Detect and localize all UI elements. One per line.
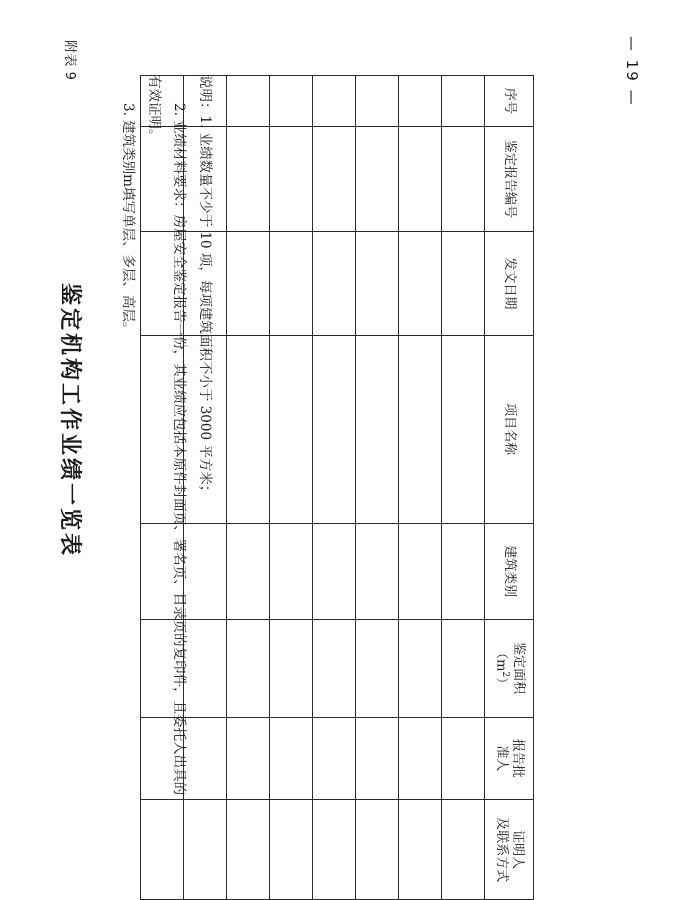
cell-sequence[interactable] — [399, 76, 442, 127]
cell-report-number[interactable] — [227, 126, 270, 231]
cell-witness[interactable] — [356, 800, 399, 900]
cell-building-type[interactable] — [356, 523, 399, 619]
cell-project-name[interactable] — [399, 335, 442, 523]
cell-issue-date[interactable] — [227, 232, 270, 335]
cell-issue-date[interactable] — [313, 232, 356, 335]
table-header-row — [485, 76, 534, 900]
cell-sequence[interactable] — [227, 76, 270, 127]
cell-witness[interactable] — [442, 800, 485, 900]
note-item-2: 2. 业绩材料要求：房屋安全鉴定报告一份，其业绩应包括本原件封面页、署名页、目录页的复印件，且委托人出具的 — [171, 103, 188, 796]
cell-sequence[interactable] — [356, 76, 399, 127]
cell-witness[interactable] — [313, 800, 356, 900]
column-header-witness-line2: 及联系方式 — [494, 817, 509, 883]
note-item-3: 有效证明。 — [145, 75, 162, 143]
note-line-1 — [191, 75, 217, 865]
cell-witness[interactable] — [399, 800, 442, 900]
cell-building-type[interactable] — [399, 523, 442, 619]
note-item-4: 3. 建筑类别m填写单层、多层、高层。 — [120, 103, 137, 336]
cell-issue-date[interactable] — [399, 232, 442, 335]
table-row[interactable] — [442, 76, 485, 900]
cell-report-number[interactable] — [313, 126, 356, 231]
column-header-sequence: 序号 — [485, 76, 534, 127]
cell-appraisal-area[interactable] — [356, 619, 399, 717]
note-line-3 — [140, 75, 166, 865]
note-item-1: 1. 业绩数量不少于 10 项，每项建筑面积不小于 3000 平方米； — [197, 115, 213, 499]
column-header-report-number: 鉴定报告编号 — [485, 126, 534, 231]
cell-sequence[interactable] — [270, 76, 313, 127]
cell-approver[interactable] — [356, 717, 399, 800]
cell-building-type[interactable] — [270, 523, 313, 619]
cell-report-number[interactable] — [442, 126, 485, 231]
cell-approver[interactable] — [399, 717, 442, 800]
table-row[interactable] — [399, 76, 442, 900]
note-line-2 — [166, 75, 192, 865]
cell-report-number[interactable] — [356, 126, 399, 231]
column-header-project-name: 项目名称 — [485, 335, 534, 523]
column-header-approver-line2: 准人 — [494, 745, 509, 772]
cell-appraisal-area[interactable] — [227, 619, 270, 717]
notes-lead: 说明： — [197, 75, 213, 116]
column-header-approver — [485, 717, 534, 800]
table-row[interactable] — [270, 76, 313, 900]
cell-witness[interactable] — [270, 800, 313, 900]
cell-project-name[interactable] — [270, 335, 313, 523]
cell-project-name[interactable] — [442, 335, 485, 523]
cell-approver[interactable] — [313, 717, 356, 800]
cell-appraisal-area[interactable] — [442, 619, 485, 717]
column-header-witness — [485, 800, 534, 900]
table-row[interactable] — [313, 76, 356, 900]
appendix-label: 附表 9 — [62, 40, 77, 81]
cell-report-number[interactable] — [270, 126, 313, 231]
notes-section — [114, 75, 217, 865]
cell-approver[interactable] — [270, 717, 313, 800]
column-header-appraisal-area — [485, 619, 534, 717]
cell-building-type[interactable] — [442, 523, 485, 619]
column-header-witness-line1: 证明人 — [510, 830, 526, 870]
column-header-appraisal-area-line1: 鉴定面积 — [510, 642, 526, 695]
page-title: 鉴定机构工作业绩一览表 — [57, 283, 83, 559]
cell-appraisal-area[interactable] — [399, 619, 442, 717]
cell-report-number[interactable] — [399, 126, 442, 231]
cell-issue-date[interactable] — [356, 232, 399, 335]
cell-witness[interactable] — [227, 800, 270, 900]
column-header-appraisal-area-line2: $(m^2)$ — [493, 646, 510, 691]
cell-approver[interactable] — [442, 717, 485, 800]
cell-project-name[interactable] — [227, 335, 270, 523]
cell-approver[interactable] — [227, 717, 270, 800]
note-line-4 — [114, 75, 140, 865]
table-row[interactable] — [227, 76, 270, 900]
cell-appraisal-area[interactable] — [313, 619, 356, 717]
cell-appraisal-area[interactable] — [270, 619, 313, 717]
column-header-building-type: 建筑类别 — [485, 523, 534, 619]
cell-project-name[interactable] — [313, 335, 356, 523]
cell-project-name[interactable] — [356, 335, 399, 523]
table-row[interactable] — [356, 76, 399, 900]
cell-building-type[interactable] — [227, 523, 270, 619]
column-header-issue-date: 发文日期 — [485, 232, 534, 335]
page-number: — 19 — — [623, 36, 641, 107]
cell-issue-date[interactable] — [442, 232, 485, 335]
cell-sequence[interactable] — [313, 76, 356, 127]
cell-issue-date[interactable] — [270, 232, 313, 335]
column-header-approver-line1: 报告批 — [510, 738, 526, 778]
cell-building-type[interactable] — [313, 523, 356, 619]
cell-sequence[interactable] — [442, 76, 485, 127]
